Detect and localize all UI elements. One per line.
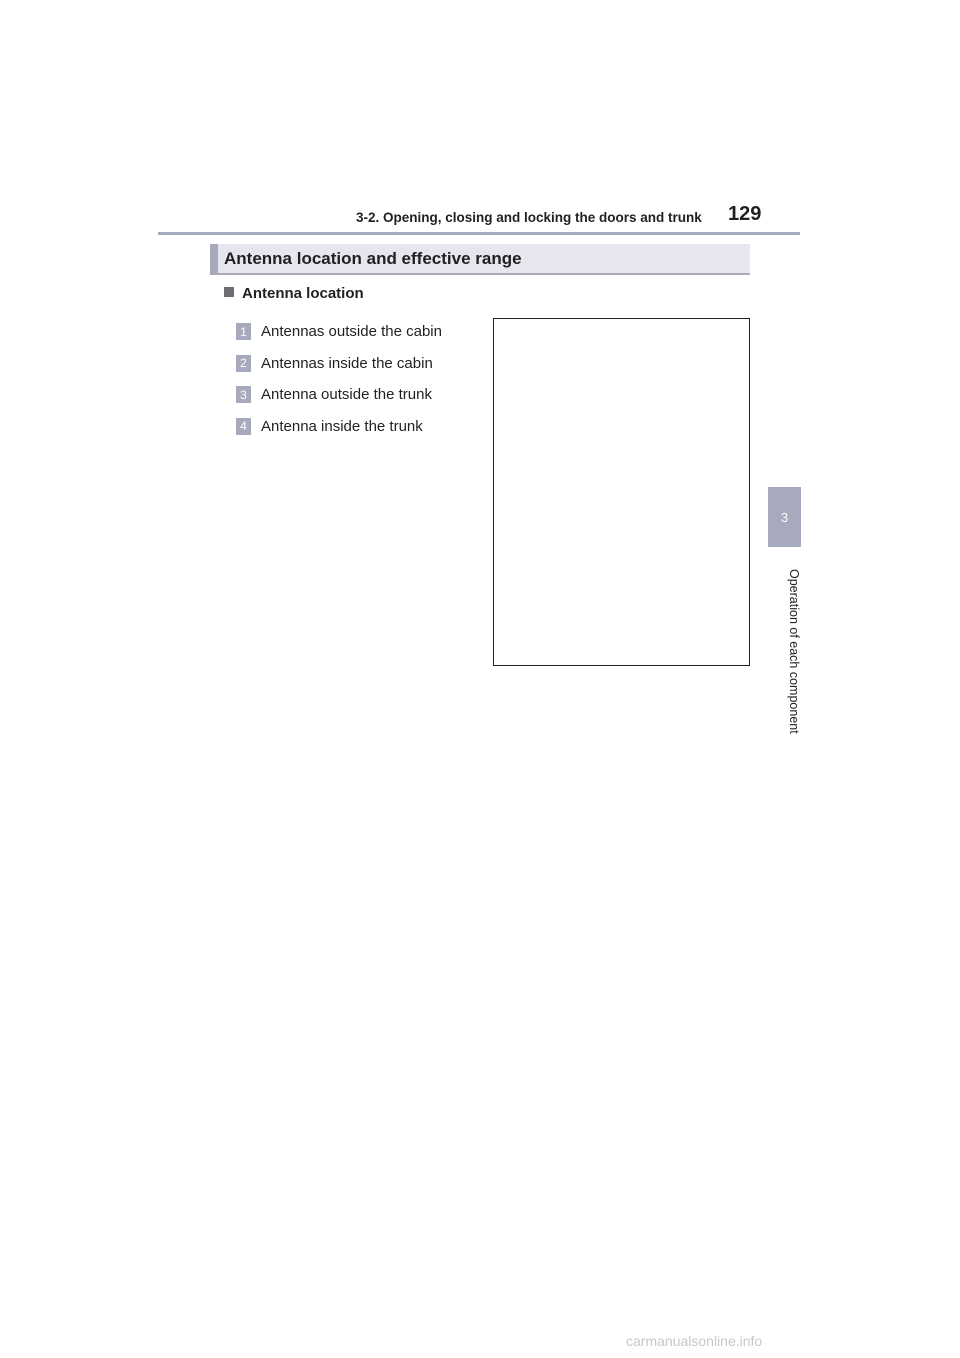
number-badge: 4 [236,418,251,435]
page-number: 129 [728,203,762,225]
chapter-number: 3 [780,509,789,525]
list-item-text: Antenna outside the trunk [261,386,432,404]
chapter-title: Operation of each component [787,568,801,734]
list-item [236,348,442,380]
list-item-text: Antennas outside the cabin [261,323,442,341]
subsection-heading [224,285,364,302]
number-badge: 2 [236,355,251,372]
antenna-list [236,316,442,442]
list-item [236,316,442,348]
list-item [236,379,442,411]
watermark: carmanualsonline.info [626,1333,763,1349]
list-item [236,411,442,443]
header-rule [158,232,800,235]
section-title: Antenna location and effective range [224,249,522,268]
subsection-title: Antenna location [242,285,364,302]
number-badge: 3 [236,386,251,403]
running-header: 3-2. Opening, closing and locking the doors and trunk [356,210,702,225]
list-item-text: Antenna inside the trunk [261,417,423,435]
section-accent [210,244,218,273]
number-badge: 1 [236,323,251,340]
list-item-text: Antennas inside the cabin [261,354,433,372]
antenna-diagram-frame [493,318,750,666]
square-bullet-icon [224,287,234,297]
chapter-tab [768,487,801,547]
section-heading-bar [210,244,750,275]
